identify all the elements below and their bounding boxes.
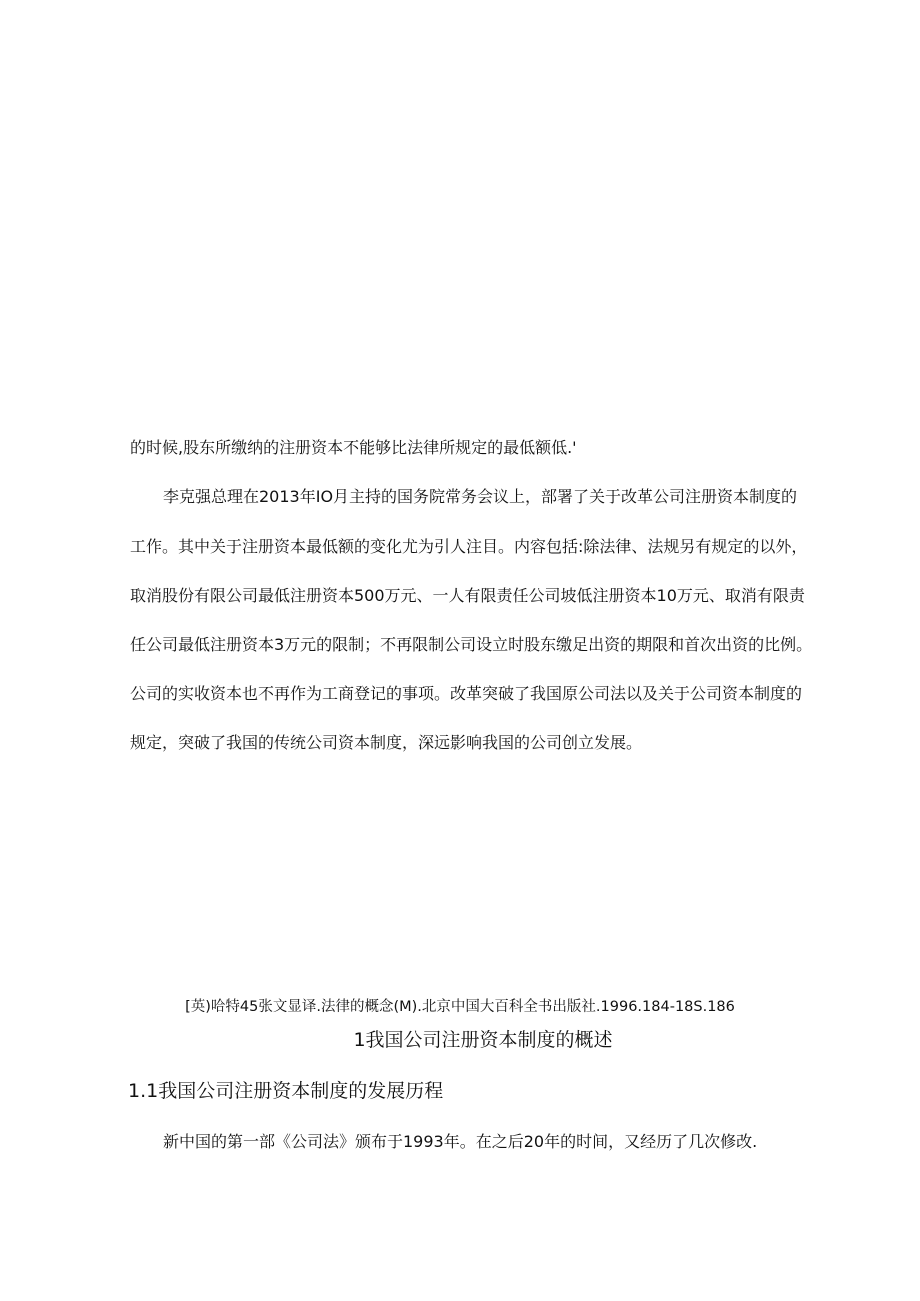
paragraph-line: 公司的实收资本也不再作为工商登记的事项。改革突破了我国原公司法以及关于公司资本制度的 (130, 684, 803, 703)
section-paragraph-line: 新中国的第一部《公司法》颁布于1993年。在之后20年的时间，又经历了几次修改. (163, 1132, 758, 1151)
chapter-title: 1我国公司注册资本制度的概述 (353, 1029, 613, 1051)
paragraph-line: 取消股份有限公司最低注册资本500万元、一人有限责任公司坡低注册资本10万元、取消有限责 (130, 586, 805, 605)
section-title: 1.1我国公司注册资本制度的发展历程 (128, 1080, 444, 1102)
paragraph-continuation: 的时候,股东所缴纳的注册资本不能够比法律所规定的最低额低.' (130, 438, 577, 457)
paragraph-line: 李克强总理在2013年IO月主持的国务院常务会议上，部署了关于改革公司注册资本制度的 (163, 487, 798, 506)
footnote: [英)哈特45张文显译.法律的概念(M).北京中国大百科全书出版社.1996.184-18S.186 (185, 999, 735, 1015)
paragraph-line: 工作。其中关于注册资本最低额的变化尤为引人注目。内容包括:除法律、法规另有规定的以外， (130, 537, 808, 556)
paragraph-line: 任公司最低注册资本3万元的限制；不再限制公司设立时股东缴足出资的期限和首次出资的比例。 (130, 635, 813, 654)
paragraph-line: 规定，突破了我国的传统公司资本制度，深远影响我国的公司创立发展。 (130, 733, 643, 752)
